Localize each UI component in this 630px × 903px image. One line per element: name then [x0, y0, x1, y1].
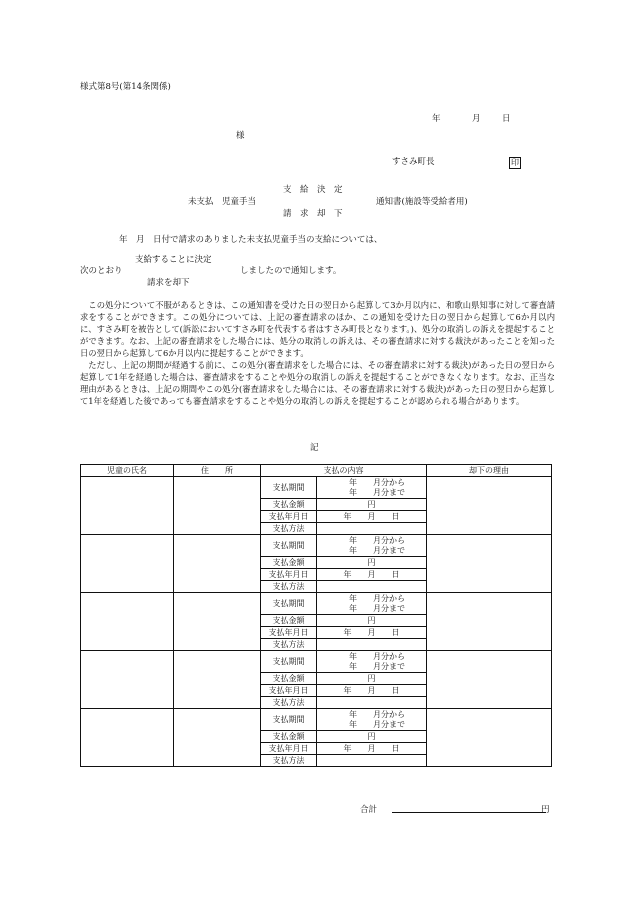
date-day: 日 [502, 114, 511, 124]
amount-value: 円 [317, 615, 427, 627]
period-from: 年 月分から [349, 535, 405, 545]
rejection-reason-cell[interactable] [427, 535, 552, 593]
period-to: 年 月分まで [349, 545, 405, 555]
child-name-cell[interactable] [81, 709, 174, 767]
child-name-cell[interactable] [81, 651, 174, 709]
header-child-name: 児童の氏名 [81, 465, 174, 477]
rejection-reason-cell[interactable] [427, 593, 552, 651]
date-label: 支払年月日 [261, 627, 317, 639]
title-suffix: 通知書(施設等受給者用) [376, 197, 468, 207]
period-label: 支払期間 [261, 709, 317, 731]
period-to: 年 月分まで [349, 719, 405, 729]
period-from: 年 月分から [349, 651, 405, 661]
intro-option-bottom: 請求を却下 [147, 278, 190, 288]
amount-label: 支払金額 [261, 615, 317, 627]
title-prefix: 未支払 児童手当 [188, 197, 257, 207]
method-value[interactable] [317, 639, 427, 651]
table-row [81, 651, 552, 673]
period-value [317, 651, 427, 673]
seal-mark [509, 157, 521, 169]
total-unit: 円 [541, 805, 550, 815]
title-option-top: 支 給 決 定 [283, 185, 343, 195]
method-label: 支払方法 [261, 697, 317, 709]
notice-text [80, 299, 555, 407]
child-name-cell[interactable] [81, 535, 174, 593]
rejection-reason-cell[interactable] [427, 709, 552, 767]
address-cell[interactable] [174, 651, 261, 709]
method-label: 支払方法 [261, 755, 317, 767]
table-header-row [81, 465, 552, 477]
period-label: 支払期間 [261, 593, 317, 615]
period-from: 年 月分から [349, 477, 405, 487]
amount-value: 円 [317, 673, 427, 685]
amount-label: 支払金額 [261, 731, 317, 743]
date-value: 年 月 日 [317, 511, 427, 523]
amount-value: 円 [317, 499, 427, 511]
header-address: 住 所 [174, 465, 261, 477]
date-value: 年 月 日 [317, 743, 427, 755]
method-value[interactable] [317, 755, 427, 767]
method-label: 支払方法 [261, 581, 317, 593]
period-to: 年 月分まで [349, 487, 405, 497]
address-cell[interactable] [174, 593, 261, 651]
ki-heading: 記 [310, 443, 319, 453]
date-month: 月 [472, 114, 481, 124]
table-row [81, 709, 552, 731]
period-from: 年 月分から [349, 593, 405, 603]
table-row [81, 477, 552, 499]
header-rejection-reason: 却下の理由 [427, 465, 552, 477]
date-value: 年 月 日 [317, 685, 427, 697]
date-value: 年 月 日 [317, 569, 427, 581]
rejection-reason-cell[interactable] [427, 477, 552, 535]
period-value [317, 709, 427, 731]
period-label: 支払期間 [261, 651, 317, 673]
intro-right: しましたので通知します。 [240, 266, 342, 276]
address-cell[interactable] [174, 535, 261, 593]
period-label: 支払期間 [261, 535, 317, 557]
intro-option-top: 支給することに決定 [135, 255, 212, 265]
title-option-bottom: 請 求 却 下 [283, 209, 343, 219]
method-label: 支払方法 [261, 639, 317, 651]
period-value [317, 593, 427, 615]
address-cell[interactable] [174, 709, 261, 767]
form-number: 様式第8号(第14条関係) [80, 82, 171, 92]
date-value: 年 月 日 [317, 627, 427, 639]
method-label: 支払方法 [261, 523, 317, 535]
period-value [317, 535, 427, 557]
address-cell[interactable] [174, 477, 261, 535]
method-value[interactable] [317, 697, 427, 709]
period-to: 年 月分まで [349, 661, 405, 671]
period-label: 支払期間 [261, 477, 317, 499]
total-label: 合計 [360, 805, 378, 815]
date-label: 支払年月日 [261, 569, 317, 581]
table-row [81, 535, 552, 557]
total-amount-field [392, 812, 546, 813]
period-from: 年 月分から [349, 709, 405, 719]
seal-icon: 印 [511, 158, 519, 167]
method-value[interactable] [317, 581, 427, 593]
child-name-cell[interactable] [81, 477, 174, 535]
table-row [81, 593, 552, 615]
date-year: 年 [432, 114, 441, 124]
date-label: 支払年月日 [261, 743, 317, 755]
notice-paragraph-1: この処分について不服があるときは、この通知書を受けた日の翌日から起算して3か月以内に、和歌山県知事に対して審査請求をすることができます。この処分については、上記の審査請求のほか、この通知を受けた日の翌日から起算して6か月以内に、すさみ町を被告として(訴訟においてすさみ町を代表する者はすさみ町長となります。)、処分の取消しの訴えを提起することができます。なお、上記の審査請求をした場合には、処分の取消しの訴えは、その審査請求に対する裁決があったことを知った日の翌日から起算して6か月以内に提起することができます。 [80, 300, 555, 358]
child-name-cell[interactable] [81, 593, 174, 651]
intro-line: 年 月 日付で請求のありました未支払児童手当の支給については、 [119, 235, 383, 245]
amount-value: 円 [317, 557, 427, 569]
addressee: 様 [236, 131, 245, 141]
period-value [317, 477, 427, 499]
intro-left: 次のとおり [80, 266, 123, 276]
date-label: 支払年月日 [261, 511, 317, 523]
amount-label: 支払金額 [261, 557, 317, 569]
issuer-name: すさみ町長 [392, 157, 435, 167]
period-to: 年 月分まで [349, 603, 405, 613]
method-value[interactable] [317, 523, 427, 535]
header-payment-content: 支払の内容 [261, 465, 427, 477]
date-label: 支払年月日 [261, 685, 317, 697]
rejection-reason-cell[interactable] [427, 651, 552, 709]
amount-label: 支払金額 [261, 499, 317, 511]
amount-value: 円 [317, 731, 427, 743]
payment-table [80, 464, 552, 767]
notice-paragraph-2: ただし、上記の期間が経過する前に、この処分(審査請求をした場合には、その審査請求に対する裁決)があった日の翌日から起算して1年を経過した場合は、審査請求をすることや処分の取消しの訴えを提起することができなくなります。なお、正当な理由があるときは、上記の期間やこの処分(審査請求をした場合には、その審査請求に対する裁決)があった日の翌日から起算して1年を経過した後であっても審査請求をすることや処分の取消しの訴えを提起することが認められる場合があります。 [80, 360, 555, 406]
amount-label: 支払金額 [261, 673, 317, 685]
